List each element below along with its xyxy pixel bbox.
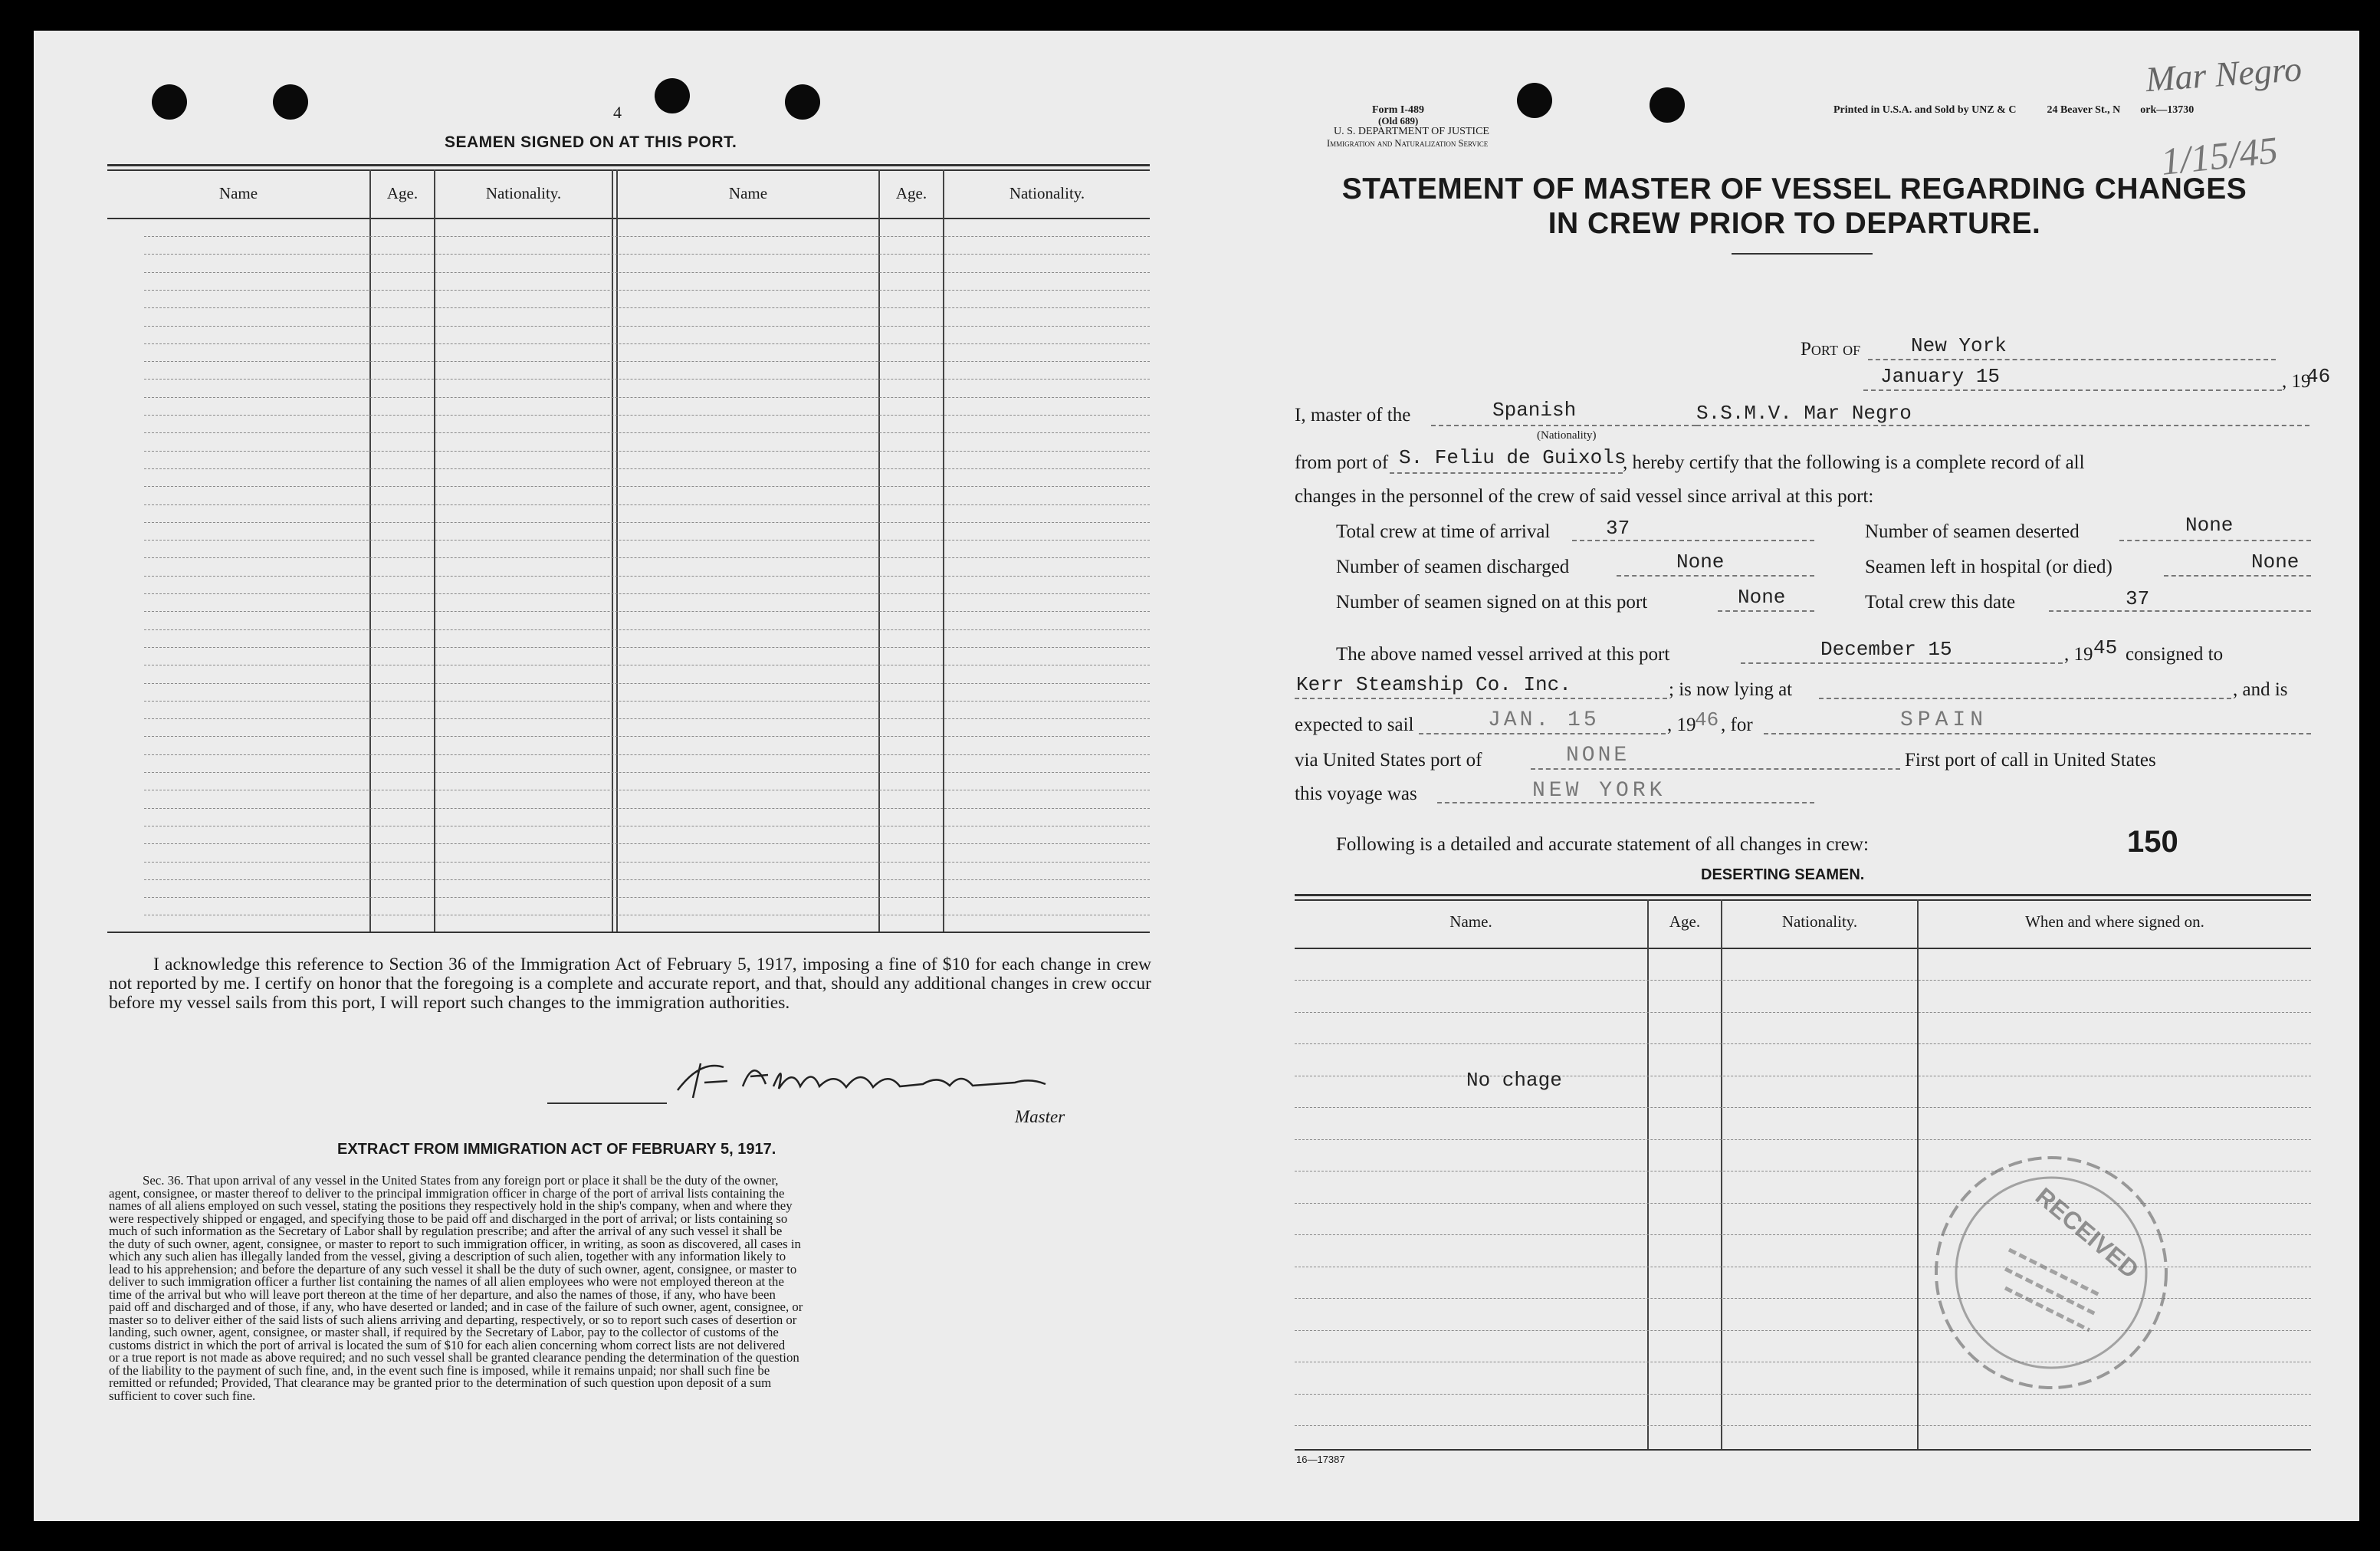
table-row bbox=[144, 576, 1150, 577]
extract-line: landing, such owner, agent, consignee, or master shall, if required by the Secretary of Labor, pay to the collector of customs of the bbox=[109, 1326, 779, 1339]
extract-line: remitted or refunded; Provided, That clearance may be granted prior to the determination of such question upon deposit of a sum bbox=[109, 1377, 772, 1390]
for-label: , for bbox=[1721, 715, 1753, 735]
arrived-year-value: 45 bbox=[2093, 636, 2118, 659]
table-row bbox=[144, 272, 1150, 273]
consignee-value: Kerr Steamship Co. Inc. bbox=[1296, 673, 1571, 696]
total-arrival-value: 37 bbox=[1606, 517, 1630, 540]
table-row bbox=[144, 683, 1150, 684]
arrived-value: December 15 bbox=[1820, 638, 1952, 661]
port-value: New York bbox=[1911, 334, 2007, 357]
table-row bbox=[144, 808, 1150, 809]
from-port-label: from port of bbox=[1295, 452, 1389, 473]
extract-text bbox=[109, 1175, 1151, 1402]
signed-on-label: Number of seamen signed on at this port bbox=[1336, 592, 1648, 613]
year-prefix: , 19 bbox=[2282, 371, 2311, 392]
signature-line bbox=[547, 1102, 667, 1104]
right-page bbox=[1197, 31, 2359, 1521]
table-row bbox=[144, 343, 1150, 344]
extract-line: agent, consignee, or master thereof to deliver to the principal immigration officer in charge of the port of arrival lists containing the bbox=[109, 1187, 785, 1200]
table-row bbox=[144, 379, 1150, 380]
table-row bbox=[144, 611, 1150, 612]
table-row bbox=[144, 415, 1150, 416]
year-value: 46 bbox=[2306, 365, 2331, 388]
expected-year-value: 46 bbox=[1695, 708, 1719, 731]
arrived-year-prefix: , 19 bbox=[2064, 644, 2093, 665]
master-of-label: I, master of the bbox=[1295, 405, 1411, 426]
hospital-label: Seamen left in hospital (or died) bbox=[1865, 557, 2112, 577]
hospital-value: None bbox=[2251, 550, 2300, 573]
voyage-label: this voyage was bbox=[1295, 784, 1417, 804]
column-divider bbox=[943, 169, 944, 932]
deserting-title: DESERTING SEAMEN. bbox=[1701, 866, 1865, 883]
following-text: Following is a detailed and accurate statement of all changes in crew: bbox=[1336, 834, 1869, 855]
lying-label: ; is now lying at bbox=[1669, 679, 1793, 700]
table-rule bbox=[1295, 1449, 2311, 1451]
column-header-name: Name bbox=[728, 184, 768, 202]
extract-line: Sec. 36. That upon arrival of any vessel in the United States from any foreign port or place it shall be the duty of the owner, bbox=[143, 1175, 779, 1188]
form-number: Form I-489 bbox=[1372, 104, 1425, 116]
table-row bbox=[144, 647, 1150, 648]
table-row bbox=[1295, 980, 2311, 981]
extract-title: EXTRACT FROM IMMIGRATION ACT OF FEBRUARY 5, 1917. bbox=[337, 1141, 776, 1158]
form-title-line-1: STATEMENT OF MASTER OF VESSEL REGARDING CHANGES bbox=[1341, 173, 2247, 205]
stamp-number: 150 bbox=[2127, 825, 2178, 859]
discharged-value: None bbox=[1676, 550, 1725, 573]
port-label: Port of bbox=[1801, 339, 1861, 360]
table-row bbox=[144, 629, 1150, 630]
table-rule bbox=[107, 218, 1150, 219]
column-divider bbox=[434, 169, 435, 932]
column-divider bbox=[612, 169, 613, 932]
table-row bbox=[1295, 1043, 2311, 1044]
via-label: via United States port of bbox=[1295, 750, 1482, 771]
table-row bbox=[144, 736, 1150, 737]
handwritten-date-note: 1/15/45 bbox=[2158, 128, 2280, 183]
voyage-value: NEW YORK bbox=[1532, 779, 1666, 803]
table-row bbox=[144, 504, 1150, 505]
certify-text: , hereby certify that the following is a complete record of all bbox=[1623, 452, 2085, 473]
table-row bbox=[144, 772, 1150, 773]
extract-line: deliver to such immigration officer a further list containing the names of all alien employees who were not employed thereon at the bbox=[109, 1276, 784, 1289]
extract-line: sufficient to cover such fine. bbox=[109, 1389, 256, 1402]
column-divider bbox=[1721, 899, 1722, 1449]
from-port-value: S. Feliu de Guixols bbox=[1399, 446, 1627, 469]
table-row bbox=[144, 754, 1150, 755]
table-row bbox=[144, 468, 1150, 469]
master-label: Master bbox=[1015, 1107, 1065, 1126]
table-row bbox=[1295, 1107, 2311, 1108]
column-header-nationality: Nationality. bbox=[485, 184, 562, 202]
extract-line: lead to his apprehension; and before the departure of any such vessel it shall be the duty of such owner, agent, consignee, or master to bbox=[109, 1263, 797, 1276]
extract-line: customs district in which the port of arrival is located the sum of $10 for each alien concerning whom correct lists are not delivered bbox=[109, 1339, 786, 1352]
table-row bbox=[144, 557, 1150, 558]
title-rule bbox=[1732, 253, 1873, 255]
form-old-number: (Old 689) bbox=[1378, 115, 1419, 127]
total-date-label: Total crew this date bbox=[1865, 592, 2016, 613]
table-rule bbox=[107, 932, 1150, 933]
stamp-received-text: RECEIVED bbox=[2030, 1181, 2145, 1284]
column-divider bbox=[1647, 899, 1649, 1449]
changes-text: changes in the personnel of the crew of said vessel since arrival at this port: bbox=[1295, 486, 1874, 507]
column-divider bbox=[878, 169, 880, 932]
table-row bbox=[144, 522, 1150, 523]
table-row bbox=[144, 897, 1150, 898]
column-header-age: Age. bbox=[386, 184, 419, 202]
deserted-value: None bbox=[2185, 514, 2234, 537]
extract-line: or a true report is not made as above required; and no such vessel shall be granted clearance pending the determination of the question bbox=[109, 1352, 799, 1365]
table-rule bbox=[107, 169, 1150, 171]
received-stamp bbox=[1917, 1135, 2193, 1411]
acknowledgement-text: I acknowledge this reference to Section 36 of the Immigration Act of February 5, 1917, imposing a fine of $10 for each change in crew not reported by me. I certify on honor that the foregoing is a complete and accurate report, and that, should any additional changes in crew occur before my vessel sails from this port, I will report such changes to the immigration authorities. bbox=[109, 955, 1151, 1013]
document-sheet bbox=[34, 31, 2359, 1521]
column-divider bbox=[616, 169, 618, 932]
printer-note: Printed in U.S.A. and Sold by UNZ & C 24 Beaver St., N ork—13730 bbox=[1833, 104, 2195, 116]
table-rule bbox=[1295, 899, 2311, 901]
column-header-name: Name. bbox=[1449, 912, 1492, 931]
table-row bbox=[144, 236, 1150, 237]
footer-code: 16—17387 bbox=[1296, 1454, 1345, 1465]
deserted-label: Number of seamen deserted bbox=[1865, 521, 2080, 542]
table-row bbox=[144, 486, 1150, 487]
arrived-label: The above named vessel arrived at this port bbox=[1336, 644, 1670, 665]
extract-line: master so to deliver either of the said lists of such aliens arriving and departing, respectively, or so to report such cases of desertion or bbox=[109, 1313, 797, 1326]
nationality-value: Spanish bbox=[1492, 399, 1577, 422]
master-signature bbox=[670, 1052, 1099, 1106]
column-header-nationality: Nationality. bbox=[1781, 912, 1858, 931]
extract-line: names of all aliens employed on such vessel, stating the positions they respectively hold in the ship's company, when and where they bbox=[109, 1200, 793, 1213]
table-row bbox=[144, 326, 1150, 327]
handwritten-vessel-note: Mar Negro bbox=[2144, 48, 2303, 100]
column-header-signed-on: When and where signed on. bbox=[2025, 912, 2204, 931]
table-row bbox=[144, 540, 1150, 541]
discharged-label: Number of seamen discharged bbox=[1336, 557, 1570, 577]
signed-on-value: None bbox=[1738, 586, 1786, 609]
table-row bbox=[1295, 1012, 2311, 1013]
department: U. S. DEPARTMENT OF JUSTICE bbox=[1334, 126, 1489, 137]
table-row bbox=[144, 718, 1150, 719]
form-title-line-2: IN CREW PRIOR TO DEPARTURE. bbox=[1548, 207, 2041, 240]
first-port-label: First port of call in United States bbox=[1905, 750, 2156, 771]
entry-text: No chage bbox=[1466, 1069, 1562, 1092]
extract-line: which any such alien has illegally landed from the vessel, giving a description of such alien, together with any information likely to bbox=[109, 1250, 786, 1263]
for-value: SPAIN bbox=[1900, 708, 1988, 732]
table-row bbox=[144, 451, 1150, 452]
table-row bbox=[144, 701, 1150, 702]
column-divider bbox=[369, 169, 371, 932]
table-row bbox=[144, 361, 1150, 362]
extract-line: paid off and discharged and of those, if any, who have deserted or landed; and in case of the failure of such owner, agent, consignee, or bbox=[109, 1301, 803, 1314]
expected-year-prefix: , 19 bbox=[1667, 715, 1696, 735]
table-row bbox=[1295, 1425, 2311, 1426]
table-row bbox=[144, 879, 1150, 880]
column-header-age: Age. bbox=[895, 184, 927, 202]
total-date-value: 37 bbox=[2126, 587, 2150, 610]
extract-line: the duty of such owner, agent, consignee, or master to report to such immigration officer, in writing, as soon as discovered, all cases in bbox=[109, 1237, 801, 1250]
expected-value: JAN. 15 bbox=[1488, 708, 1600, 732]
extract-line: of the liability to the payment of such fine, and, in the event such fine is imposed, while it remains unpaid; nor shall such fine be bbox=[109, 1364, 770, 1377]
table-row bbox=[144, 593, 1150, 594]
table-rule bbox=[1295, 948, 2311, 949]
extract-line: much of such information as the Secretary of Labor shall by regulation prescribe; and after the arrival of any such vessel it shall be bbox=[109, 1225, 783, 1238]
column-header-age: Age. bbox=[1669, 912, 1701, 931]
date-value: January 15 bbox=[1880, 365, 2001, 388]
extract-line: were respectively shipped or engaged, and specifying those to be paid off and discharged in the port of arrival; or lists containing so bbox=[109, 1212, 788, 1225]
expected-label: expected to sail bbox=[1295, 715, 1414, 735]
table-row bbox=[144, 843, 1150, 844]
column-header-nationality: Nationality. bbox=[1009, 184, 1085, 202]
column-header-name: Name bbox=[218, 184, 258, 202]
page-number: 4 bbox=[613, 103, 622, 122]
table-rule bbox=[1295, 894, 2311, 896]
table-rule bbox=[107, 164, 1150, 166]
left-title: SEAMEN SIGNED ON AT THIS PORT. bbox=[445, 133, 737, 151]
total-arrival-label: Total crew at time of arrival bbox=[1336, 521, 1551, 542]
extract-line: time of the arrival but who will leave port thereon at the time of her departure, and also the names of those, if any, who have been bbox=[109, 1288, 776, 1301]
via-value: NONE bbox=[1566, 744, 1630, 767]
table-row bbox=[144, 254, 1150, 255]
table-row bbox=[144, 432, 1150, 433]
left-page bbox=[34, 31, 1197, 1521]
table-row bbox=[144, 862, 1150, 863]
table-row bbox=[144, 290, 1150, 291]
service: Immigration and Naturalization Service bbox=[1327, 138, 1489, 149]
consigned-label: consigned to bbox=[2126, 644, 2224, 665]
vessel-value: S.S.M.V. Mar Negro bbox=[1696, 402, 1912, 425]
and-is-label: , and is bbox=[2233, 679, 2288, 700]
nationality-caption: (Nationality) bbox=[1537, 429, 1597, 442]
table-row bbox=[144, 307, 1150, 308]
table-row bbox=[144, 397, 1150, 398]
